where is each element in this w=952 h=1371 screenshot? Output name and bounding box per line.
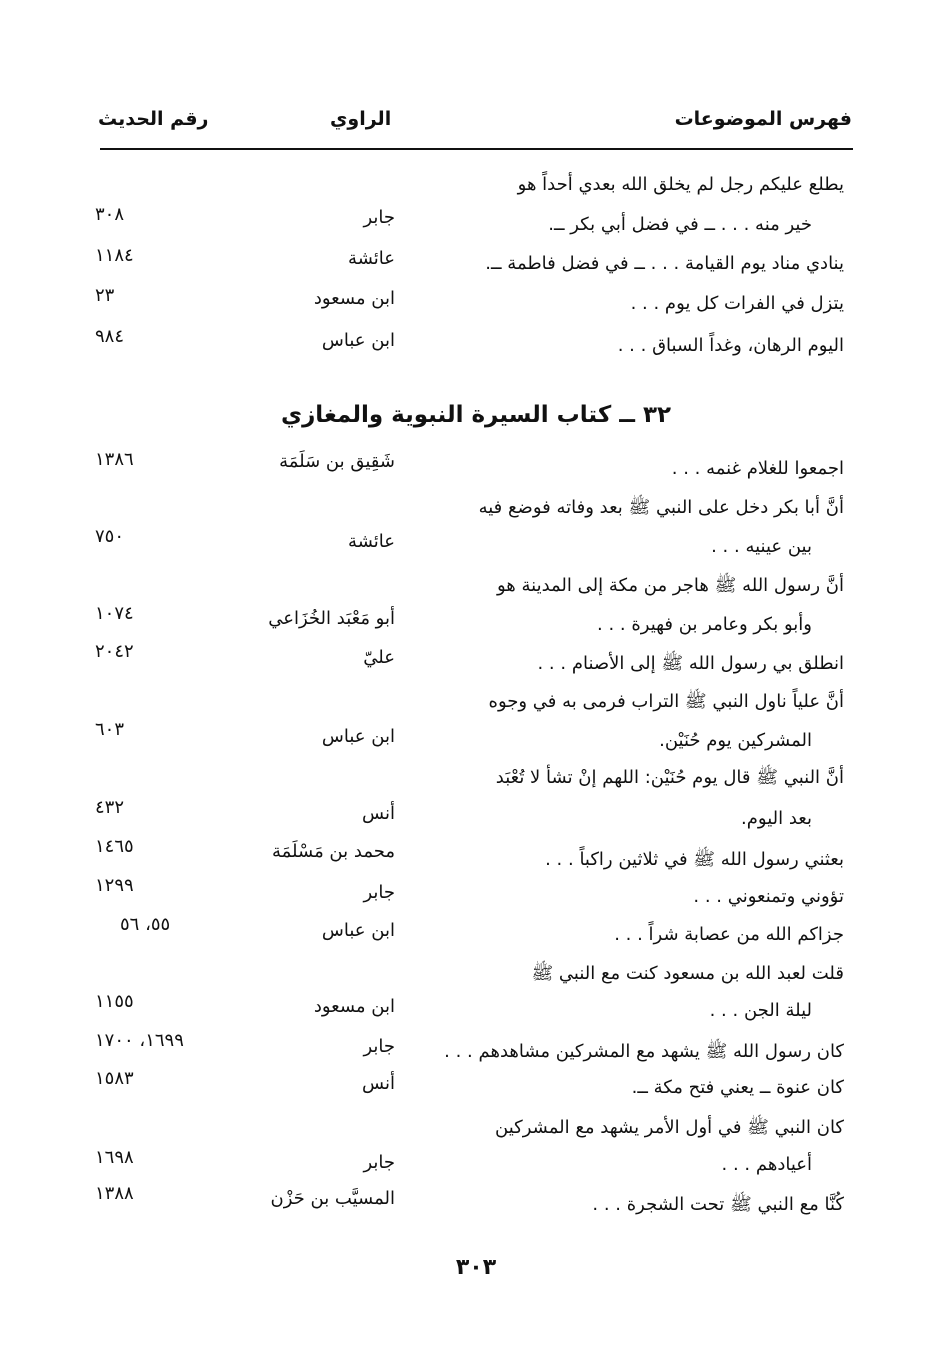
entry-hadith-number: ٢٣ xyxy=(95,285,115,306)
entry-hadith-number: ٩٨٤ xyxy=(95,326,125,347)
entry-hadith-number: ٥٥، ٥٦ xyxy=(120,914,171,935)
entry-hadith-number: ٧٥٠ xyxy=(95,526,125,547)
entry-hadith-number: ١٦٩٨ xyxy=(95,1147,134,1168)
entry-text: قلت لعبد الله بن مسعود كنت مع النبي ﷺ xyxy=(531,963,844,984)
column-header-topics: فهرس الموضوعات xyxy=(674,108,852,130)
entry-text: بعد اليوم. xyxy=(741,808,812,829)
entry-narrator: جابر xyxy=(363,1036,395,1057)
entry-text: وأبو بكر وعامر بن فهيرة . . . xyxy=(597,614,812,635)
header-divider xyxy=(100,148,853,150)
entry-text: خير منه . . . ــ في فضل أبي بكر ــ. xyxy=(548,214,812,235)
entry-text: أعيادهم . . . xyxy=(721,1154,812,1175)
entry-text: كان عنوة ــ يعني فتح مكة ــ. xyxy=(631,1077,844,1098)
entry-text: أنَّ علياً ناول النبي ﷺ التراب فرمى به في وجوه xyxy=(488,691,844,712)
entry-text: بين عينيه . . . xyxy=(711,536,812,557)
entry-narrator: ابن مسعود xyxy=(313,288,395,309)
entry-hadith-number: ٢٠٤٢ xyxy=(95,641,134,662)
entry-narrator: جابر xyxy=(363,1152,395,1173)
entry-hadith-number: ١٥٨٣ xyxy=(95,1068,134,1089)
entry-hadith-number: ٦٠٣ xyxy=(95,719,125,740)
entry-hadith-number: ١٦٩٩، ١٧٠٠ xyxy=(95,1030,184,1051)
entry-hadith-number: ١١٨٤ xyxy=(95,245,134,266)
entry-narrator: ابن عباس xyxy=(321,330,395,351)
entry-text: كُنَّا مع النبي ﷺ تحت الشجرة . . . xyxy=(592,1194,844,1215)
entry-hadith-number: ١٠٧٤ xyxy=(95,603,134,624)
entry-narrator: ابن عباس xyxy=(321,726,395,747)
entry-text: ينادي مناد يوم القيامة . . . ــ في فضل فاطمة ــ. xyxy=(485,253,844,274)
entry-narrator: ابن مسعود xyxy=(313,996,395,1017)
section-title: ٣٢ ــ كتاب السيرة النبوية والمغازي xyxy=(280,402,672,428)
entry-hadith-number: ٤٣٢ xyxy=(95,797,125,818)
entry-narrator: جابر xyxy=(363,207,395,228)
entry-narrator: أنس xyxy=(362,1073,395,1094)
entry-text: اجمعوا للغلام غنمه . . . xyxy=(671,458,844,479)
entry-narrator: شَقِيق بن سَلَمَة xyxy=(279,451,395,472)
entry-text: تؤوني وتمنعوني . . . xyxy=(693,886,844,907)
entry-text: أنَّ رسول الله ﷺ هاجر من مكة إلى المدينة هو xyxy=(496,575,844,596)
entry-text: أنَّ أبا بكر دخل على النبي ﷺ بعد وفاته فوضع فيه xyxy=(478,497,844,518)
entry-narrator: أبو مَعْبَد الخُزَاعي xyxy=(268,608,395,629)
entry-narrator: عائشة xyxy=(348,531,395,552)
entry-text: كان النبي ﷺ في أول الأمر يشهد مع المشركين xyxy=(495,1117,844,1138)
entry-narrator: المسيَّب بن حَزْن xyxy=(270,1188,395,1209)
column-header-hadith-number: رقم الحديث xyxy=(98,108,209,130)
entry-text: المشركين يوم حُنَيْن. xyxy=(659,730,812,751)
entry-hadith-number: ١٣٨٦ xyxy=(95,449,134,470)
entry-narrator: ابن عباس xyxy=(321,920,395,941)
page-number: ٣٠٣ xyxy=(455,1255,497,1280)
column-header-narrator: الراوي xyxy=(330,108,392,130)
entry-hadith-number: ١١٥٥ xyxy=(95,991,134,1012)
entry-text: أنَّ النبي ﷺ قال يوم حُنَيْن: اللهم إنْ تشأ لا تُعْبَد xyxy=(495,767,844,788)
entry-text: كان رسول الله ﷺ يشهد مع المشركين مشاهدهم . . . xyxy=(444,1041,844,1062)
entry-hadith-number: ١٣٨٨ xyxy=(95,1183,134,1204)
entry-narrator: جابر xyxy=(363,882,395,903)
entry-hadith-number: ١٢٩٩ xyxy=(95,875,134,896)
entry-text: بعثني رسول الله ﷺ في ثلاثين راكباً . . . xyxy=(545,849,844,870)
entry-text: ليلة الجن . . . xyxy=(709,1000,812,1021)
entry-hadith-number: ١٤٦٥ xyxy=(95,836,134,857)
entry-narrator: عائشة xyxy=(348,248,395,269)
entry-text: يتزل في الفرات كل يوم . . . xyxy=(630,293,844,314)
entry-text: انطلق بي رسول الله ﷺ إلى الأصنام . . . xyxy=(537,653,844,674)
entry-narrator: أنس xyxy=(362,803,395,824)
entry-text: اليوم الرهان، وغداً السباق . . . xyxy=(617,335,844,356)
entry-text: جزاكم الله من عصابة شراً . . . xyxy=(614,924,844,945)
entry-narrator: محمد بن مَسْلَمَة xyxy=(272,841,395,862)
entry-hadith-number: ٣٠٨ xyxy=(95,204,125,225)
entry-text: يطلع عليكم رجل لم يخلق الله بعدي أحداً هو xyxy=(517,174,844,195)
entry-narrator: عليّ xyxy=(363,647,395,668)
